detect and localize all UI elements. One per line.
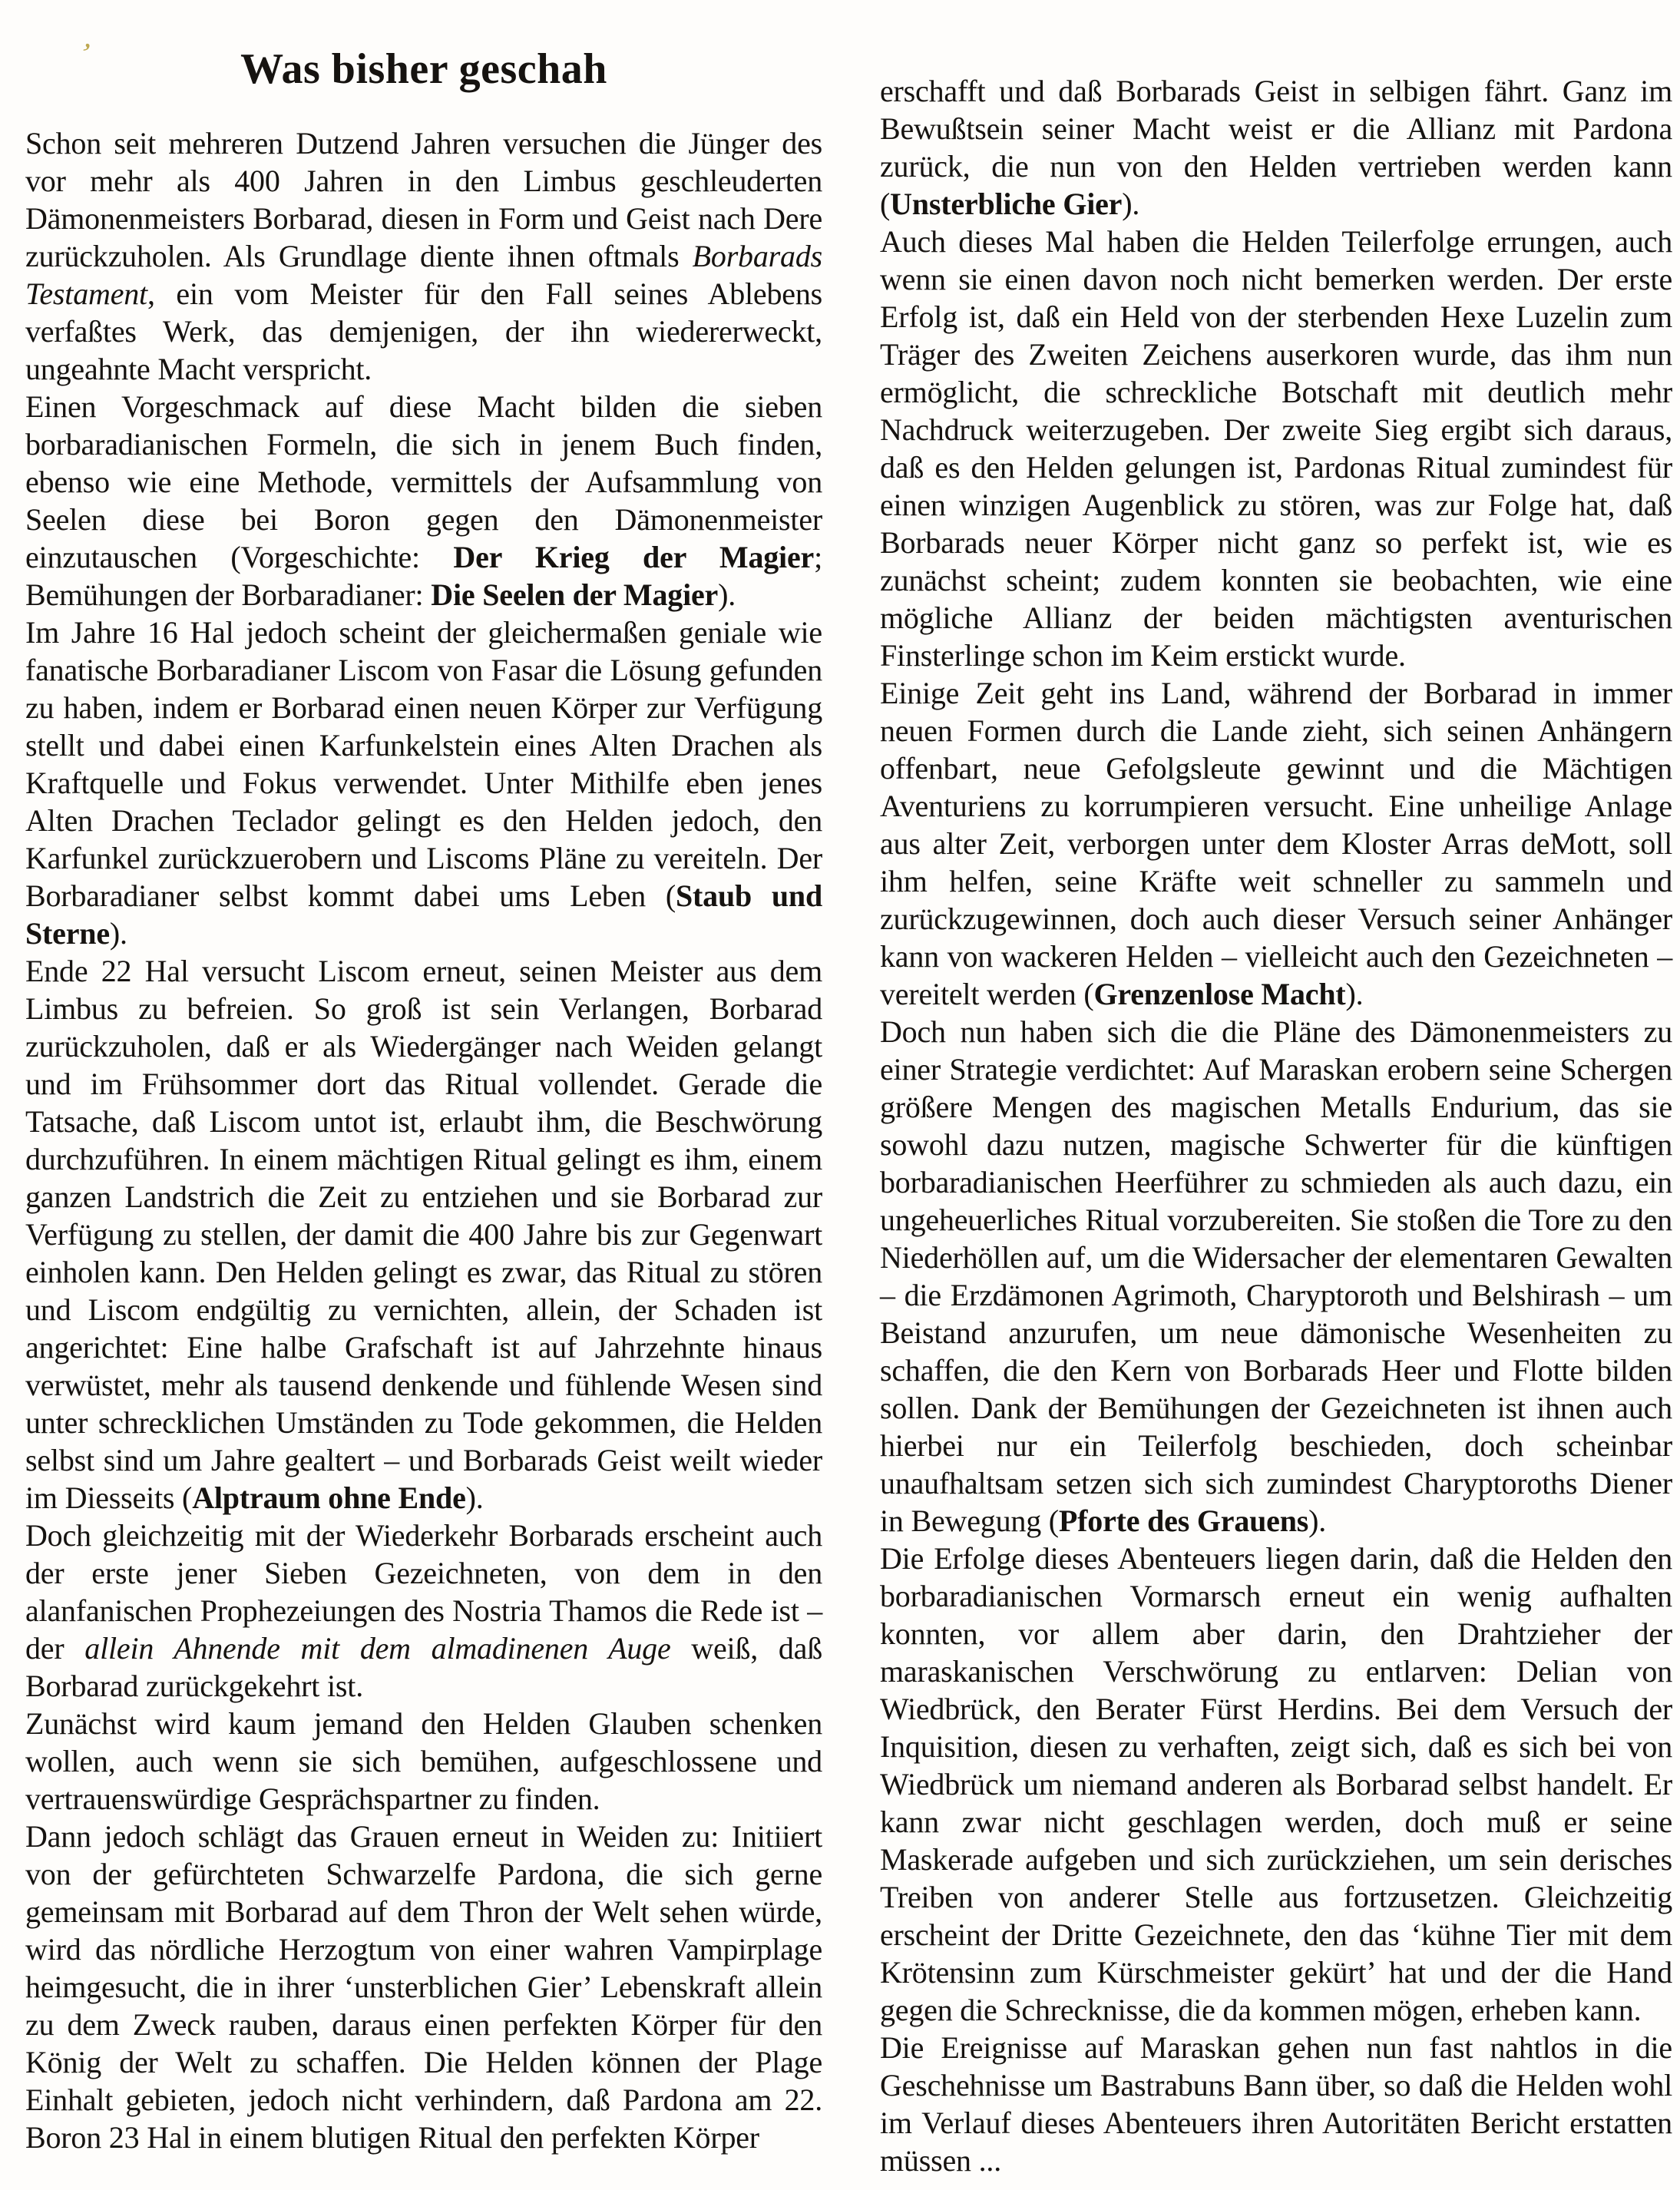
paragraph bbox=[25, 1818, 822, 2156]
paragraph bbox=[880, 223, 1672, 674]
text-run: Die Ereignisse auf Maraskan gehen nun fast nahtlos in die Geschehnisse um Bastrabuns Bann über, so daß die Helden wohl im Verlauf dieses Abenteuers ihren Autoritäten Bericht erstatten müssen ... bbox=[880, 2030, 1672, 2178]
text-run-bold: Grenzenlose Macht bbox=[1093, 977, 1346, 1011]
paragraph bbox=[880, 1540, 1672, 2029]
text-run-bold: Staub und Sterne bbox=[25, 878, 822, 951]
paragraph bbox=[25, 388, 822, 614]
text-run: ). bbox=[718, 577, 736, 612]
text-run: , ein vom Meister für den Fall seines Ablebens verfaßtes Werk, das demjenigen, der ihn wiedererweckt, ungeahnte Macht verspricht. bbox=[25, 276, 822, 386]
text-run: Dann jedoch schlägt das Grauen erneut in Weiden zu: Initiiert von der gefürchteten Schwarzelfe Pardona, die sich gerne gemeinsam mit Borbarad auf dem Thron der Welt sehen würde, wird das nördliche Herzogtum von einer wahren Vampirplage heimgesucht, die in ihrer ‘unsterblichen Gier’ Lebenskraft allein zu dem Zweck rauben, daraus einen perfekten Körper für den König der Welt zu schaffen. Die Helden können der Plage Einhalt gebieten, jedoch nicht verhindern, daß Pardona am 22. Boron 23 Hal in einem blutigen Ritual den perfekten Körper bbox=[25, 1818, 822, 2155]
text-run: Doch gleichzeitig mit der Wiederkehr Borbarads erscheint auch der erste jener Sieben Gezeichneten, von dem in den alanfanischen Prophezeiungen des Nostria Thamos die Rede ist – der bbox=[25, 1517, 822, 1666]
paragraph bbox=[880, 674, 1672, 1013]
text-run: Auch dieses Mal haben die Helden Teilerfolge errungen, auch wenn sie einen davon noch nicht bemerken werden. Der erste Erfolg ist, daß ein Held von der sterbenden Hexe Luzelin zum Träger des Zweiten Zeichens auserkoren wurde, das ihm nun ermöglicht, die schreckliche Botschaft mit deutlich mehr Nachdruck weiterzugeben. Der zweite Sieg ergibt sich daraus, daß es den Helden gelungen ist, Pardonas Ritual zumindest für einen winzigen Augenblick zu stören, was zur Folge hat, daß Borbarads neuer Körper nicht ganz so perfekt ist, wie es zunächst scheint; zudem konnten sie beobachten, wie eine mögliche Allianz der beiden mächtigsten aventurischen Finsterlinge schon im Keim erstickt wurde. bbox=[880, 224, 1672, 673]
column-left-text bbox=[25, 124, 822, 2156]
column-right-text bbox=[880, 0, 1672, 2179]
paragraph bbox=[25, 952, 822, 1517]
paragraph bbox=[25, 1517, 822, 1705]
text-run: ). bbox=[1345, 977, 1364, 1011]
column-left bbox=[25, 0, 822, 2156]
paragraph bbox=[25, 124, 822, 388]
text-run: Die Erfolge dieses Abenteuers liegen darin, daß die Helden den borbaradianischen Vormarsch erneut ein wenig aufhalten konnten, vor allem aber darin, den Drahtzieher der maraskanischen Verschwörung zu entlarven: Delian von Wiedbrück, den Berater Fürst Herdins. Bei dem Versuch der Inquisition, diesen zu verhaften, zeigt sich, daß es sich bei von Wiedbrück um niemand anderen als Borbarad selbst handelt. Er kann zwar nicht geschlagen werden, doch muß er seine Maskerade aufgeben und sich zurückziehen, um sein derisches Treiben von anderer Stelle aus fortzusetzen. Gleichzeitig erscheint der Dritte Gezeichnete, den das ‘kühne Tier mit dem Krötensinn zum Kürschmeister gekürt’ hat und der die Hand gegen die Schrecknisse, die da kommen mögen, erheben kann. bbox=[880, 1541, 1672, 2027]
scan-speck: ʼ bbox=[74, 35, 95, 71]
text-run: Einen Vorgeschmack auf diese Macht bilden die sieben borbaradianischen Formeln, die sich in jenem Buch finden, ebenso wie eine Methode, vermittels der Aufsammlung von Seelen diese bei Boron gegen den Dämonenmeister einzutauschen (Vorgeschichte: bbox=[25, 389, 822, 574]
text-run-bold: Die Seelen der Magier bbox=[431, 577, 719, 612]
text-run: ). bbox=[465, 1480, 484, 1515]
text-run-bold: Pforte des Grauens bbox=[1058, 1504, 1309, 1538]
text-run: ). bbox=[1308, 1504, 1327, 1538]
text-run: ; Bemühungen der Borbaradianer: bbox=[25, 539, 822, 612]
text-run: ). bbox=[109, 915, 127, 951]
paragraph bbox=[25, 614, 822, 952]
paragraph bbox=[25, 1705, 822, 1818]
text-run: erschafft und daß Borbarads Geist in selbigen fährt. Ganz im Bewußtsein seiner Macht weist er die Allianz mit Pardona zurück, die nun von den Helden vertrieben werden kann ( bbox=[880, 74, 1672, 221]
column-right bbox=[880, 0, 1672, 2179]
paragraph bbox=[880, 1013, 1672, 1540]
text-run: weiß, daß Borbarad zurückgekehrt ist. bbox=[25, 1630, 823, 1703]
text-run: Doch nun haben sich die die Pläne des Dämonenmeisters zu einer Strategie verdichtet: Auf Maraskan erobern seine Schergen größere Mengen des magischen Metalls Endurium, das sie sowohl dazu nutzen, magische Schwerter für die künftigen borbaradianischen Heerführer zu schmieden als auch dazu, ein ungeheuerliches Ritual vorzubereiten. Sie stoßen die Tore zu den Niederhöllen auf, um die Widersacher der elementaren Gewalten – die Erzdämonen Agrimoth, Charyptoroth und Belshirash – um Beistand anzurufen, um neue dämonische Wesenheiten zu schaffen, die den Kern von Borbarads Heer und Flotte bilden sollen. Dank der Bemühungen der Gezeichneten ist ihnen auch hierbei nur ein Teilerfolg beschieden, doch scheinbar unaufhaltsam setzen sich sich zumindest Charyptoroths Diener in Bewegung ( bbox=[880, 1014, 1672, 1538]
text-run: ). bbox=[1122, 187, 1140, 221]
text-run-bold: Unsterbliche Gier bbox=[890, 187, 1123, 221]
paragraph bbox=[880, 2029, 1672, 2179]
text-run-bold: Alptraum ohne Ende bbox=[192, 1480, 466, 1515]
text-run: Zunächst wird kaum jemand den Helden Glauben schenken wollen, auch wenn sie sich bemühen, aufgeschlossene und vertrauenswürdige Gesprächspartner zu finden. bbox=[25, 1705, 822, 1816]
text-run-bold: Der Krieg der Magier bbox=[453, 539, 815, 574]
text-run-italic: allein Ahnende mit dem almadinenen Auge bbox=[84, 1630, 671, 1666]
text-run: Schon seit mehreren Dutzend Jahren versuchen die Jünger des vor mehr als 400 Jahren in den Limbus geschleuderten Dämonenmeisters Borbarad, diesen in Form und Geist nach Dere zurückzuholen. Als Grundlage diente ihnen oftmals bbox=[25, 125, 822, 273]
text-run: Im Jahre 16 Hal jedoch scheint der gleichermaßen geniale wie fanatische Borbaradianer Liscom von Fasar die Lösung gefunden zu haben, indem er Borbarad einen neuen Körper zur Verfügung stellt und dabei einen Karfunkelstein eines Alten Drachen als Kraftquelle und Fokus verwendet. Unter Mithilfe eben jenes Alten Drachen Teclador gelingt es den Helden jedoch, den Karfunkel zurückzuerobern und Liscoms Pläne zu vereiteln. Der Borbaradianer selbst kommt dabei ums Leben ( bbox=[25, 614, 822, 913]
text-run: Einige Zeit geht ins Land, während der Borbarad in immer neuen Formen durch die Lande zieht, sich seinen Anhängern offenbart, neue Gefolgsleute gewinnt und die Mächtigen Aventuriens zu korrumpieren versucht. Eine unheilige Anlage aus alter Zeit, verborgen unter dem Kloster Arras deMott, soll ihm helfen, seine Kräfte weit schneller zu sammeln und zurückzugewinnen, doch auch dieser Versuch seiner Anhänger kann von wackeren Helden – vielleicht auch den Gezeichneten – vereitelt werden ( bbox=[880, 676, 1672, 1011]
page-title: Was bisher geschah bbox=[240, 45, 607, 93]
paragraph bbox=[880, 72, 1672, 223]
text-run: Ende 22 Hal versucht Liscom erneut, seinen Meister aus dem Limbus zu befreien. So groß ist sein Verlangen, Borbarad zurückzuholen, daß er als Wiedergänger nach Weiden gelangt und im Frühsommer dort das Ritual vollendet. Gerade die Tatsache, daß Liscom untot ist, erlaubt ihm, die Beschwörung durchzuführen. In einem mächtigen Ritual gelingt es ihm, einem ganzen Landstrich die Zeit zu entziehen und sie Borbarad zur Verfügung zu stellen, der damit die 400 Jahre bis zur Gegenwart einholen kann. Den Helden gelingt es zwar, das Ritual zu stören und Liscom endgültig zu vernichten, allein, der Schaden ist angerichtet: Eine halbe Grafschaft ist auf Jahrzehnte hinaus verwüstet, mehr als tausend denkende und fühlende Wesen sind unter schrecklichen Umständen zu Tode gekommen, die Helden selbst sind um Jahre gealtert – und Borbarads Geist weilt wieder im Diesseits ( bbox=[25, 953, 822, 1515]
text-run-italic: Borbarads Testament bbox=[25, 238, 822, 311]
